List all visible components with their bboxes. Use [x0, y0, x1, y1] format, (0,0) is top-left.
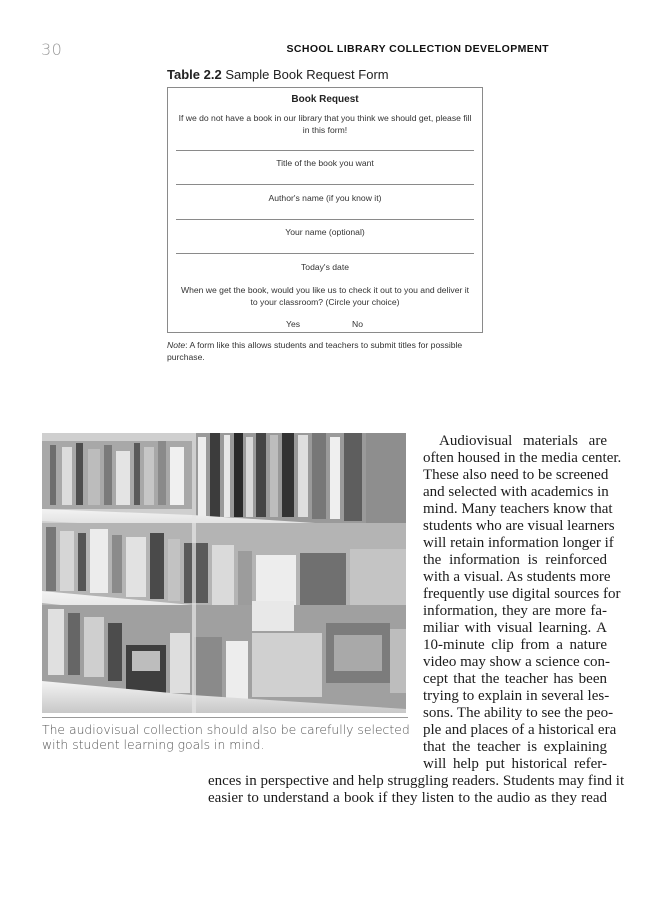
- caption-rule: [42, 717, 408, 718]
- field-author: Author's name (if you know it): [268, 193, 382, 203]
- body-line: These also need to be screened: [423, 467, 609, 483]
- body-line: Audiovisual materials are: [439, 433, 607, 449]
- form-rule: [176, 150, 474, 151]
- table-caption: Sample Book Request Form: [225, 67, 389, 82]
- note-text: : A form like this allows students and teachers to submit titles for possible purchase.: [167, 340, 463, 362]
- form-intro: If we do not have a book in our library that you think we should get, please fill in this form!: [178, 113, 472, 135]
- field-date: Today's date: [301, 262, 349, 272]
- note-label: Note: [167, 340, 186, 350]
- table-note: [167, 339, 497, 363]
- body-line: 10-minute clip from a nature: [423, 637, 607, 653]
- body-line: sons. The ability to see the peo-: [423, 705, 614, 721]
- body-line: with a visual. As students more: [423, 569, 611, 585]
- form-rule: [176, 184, 474, 185]
- running-head: SCHOOL LIBRARY COLLECTION DEVELOPMENT: [286, 43, 549, 55]
- form-question: When we get the book, would you like us to check it out to you and deliver it to your classroom? (Circle your choice): [180, 285, 470, 307]
- body-line: cept that the teacher has been: [423, 671, 607, 687]
- choice-yes: Yes: [286, 319, 301, 329]
- body-line: trying to explain in several les-: [423, 688, 610, 704]
- body-line: easier to understand a book if they listen to the audio as they read: [208, 790, 607, 806]
- body-line: mind. Many teachers know that: [423, 501, 613, 517]
- body-line: ences in perspective and help struggling readers. Students may find it: [208, 773, 625, 789]
- book-request-form: [167, 87, 483, 333]
- body-line: frequently use digital sources for: [423, 586, 621, 602]
- field-title: Title of the book you want: [276, 158, 374, 168]
- photo-caption: The audiovisual collection should also be carefully selected with student learning goals in mind.: [42, 722, 410, 752]
- form-rule: [176, 253, 474, 254]
- body-line: will retain information longer if: [423, 535, 614, 551]
- body-line: and selected with academics in: [423, 484, 609, 500]
- library-shelf-photo: [42, 433, 406, 713]
- table-title: [167, 67, 389, 82]
- form-rule: [176, 219, 474, 220]
- body-line: ple and places of a historical era: [423, 722, 617, 738]
- body-line: that the teacher is explaining: [423, 739, 607, 755]
- body-line: the information is reinforced: [423, 552, 607, 568]
- body-line: video may show a science con-: [423, 654, 611, 670]
- body-line: information, they are more fa-: [423, 603, 607, 619]
- table-label: Table 2.2: [167, 67, 222, 82]
- library-shelf-illustration: [42, 433, 406, 713]
- page-number: 30: [41, 40, 63, 59]
- choice-no: No: [352, 319, 363, 329]
- body-line: students who are visual learners: [423, 518, 615, 534]
- field-your-name: Your name (optional): [285, 227, 365, 237]
- body-line: often housed in the media center.: [423, 450, 622, 466]
- body-line: will help put historical refer-: [423, 756, 607, 772]
- body-line: miliar with visual learning. A: [423, 620, 607, 636]
- form-heading: Book Request: [291, 94, 359, 105]
